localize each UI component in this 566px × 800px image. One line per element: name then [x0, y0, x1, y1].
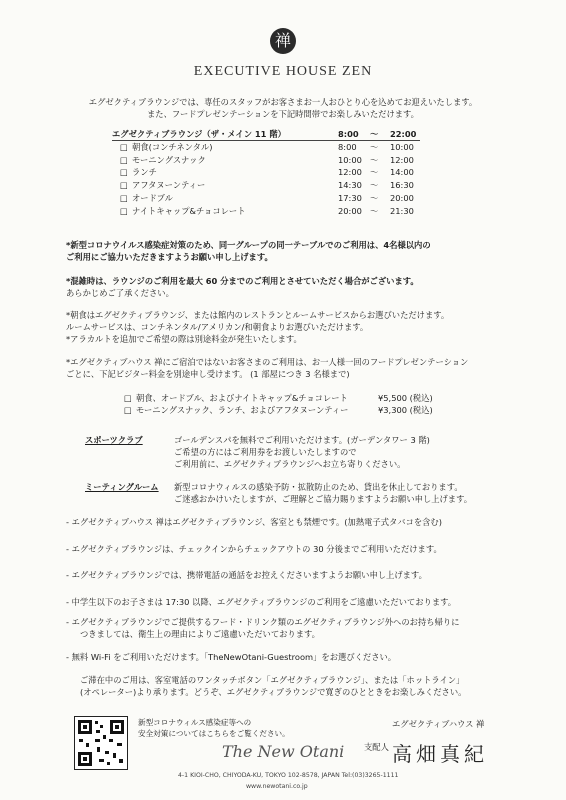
price-item-label — [124, 404, 348, 416]
schedule-item-name: ナイトキャップ&チョコレート — [132, 205, 246, 216]
rule-hours: - エグゼクティブラウンジは、チェックインからチェックアウトの 30 分後までご利用いただけます。 — [66, 544, 442, 554]
schedule-item-label — [120, 205, 246, 218]
breakfast-note-line-3: *アラカルトを追加でご希望の際は別途料金が発生いたします。 — [66, 334, 302, 344]
breakfast-note-line-2: ルームサービスは、コンチネンタル/アメリカン/和朝食よりお選びいただけます。 — [66, 322, 369, 332]
intro-line-1: エグゼクティブラウンジでは、専任のスタッフがお客さまお一人おひとり心を込めてお迎えいたします。 — [88, 97, 478, 107]
schedule-item-name: モーニングスナック — [132, 154, 206, 165]
checkbox-square-icon: □ — [120, 192, 128, 203]
schedule-item-start: 12:00 — [338, 167, 362, 178]
brand-title: EXECUTIVE HOUSE ZEN — [193, 64, 373, 79]
schedule-item — [112, 166, 432, 179]
price-item-name: 朝食、オードブル、およびナイトキャップ&チョコレート — [136, 393, 348, 403]
sports-club-line-3: ご利用前に、エグゼクティブラウンジへお立ち寄りください。 — [174, 459, 406, 469]
qr-code[interactable] — [74, 716, 128, 770]
covid-note-line-1: *新型コロナウイルス感染症対策のため、同一グループの同一テーブルでのご利用は、4名様以内の — [66, 240, 431, 250]
price-item — [124, 404, 464, 416]
footer-url: www.newotani.co.jp — [246, 783, 308, 790]
sports-club-line-2: ご希望の方にはご利用券をお渡しいたしますので — [174, 447, 357, 457]
schedule-header-label: エグゼクティブラウンジ（ザ・メイン 11 階） — [112, 129, 286, 139]
schedule-item-tilde: ～ — [370, 205, 379, 216]
schedule-header-end: 22:00 — [390, 129, 417, 139]
schedule-item-end: 21:30 — [390, 205, 414, 216]
checkbox-square-icon: □ — [124, 405, 132, 415]
visitor-price-list — [124, 392, 464, 416]
schedule-item-label — [120, 141, 212, 154]
schedule-item-name: オードブル — [132, 192, 173, 203]
schedule-item — [112, 179, 432, 192]
meeting-room-line-1: 新型コロナウィルスの感染予防・拡散防止のため、貸出を休止しております。 — [174, 482, 463, 492]
rule-smoking: - エグゼクティブハウス 禅はエグゼクティブラウンジ、客室とも禁煙です。(加熱電子式タバコを含む) — [66, 517, 442, 527]
crowd-note-line-1: *混雑時は、ラウンジのご利用を最大 60 分までのご利用とさせていただく場合がございます。 — [66, 276, 419, 286]
rule-phone: - エグゼクティブラウンジでは、携帯電話の通話をお控えくださいますようお願い申し上げます。 — [66, 570, 427, 580]
schedule-item-label — [120, 166, 157, 179]
zen-logo-icon: 禅 — [270, 28, 296, 54]
schedule-item — [112, 205, 432, 218]
schedule-divider — [112, 140, 420, 141]
price-items — [124, 392, 464, 416]
schedule-header — [112, 128, 432, 141]
schedule-item-end: 14:00 — [390, 167, 414, 178]
manager-label: 支配人 — [364, 742, 389, 752]
manager-signature: 高畑真紀 — [392, 742, 488, 766]
qr-note-line-1: 新型コロナウィルス感染症等への — [138, 718, 252, 727]
new-otani-logo: The New Otani — [222, 742, 345, 761]
qr-note-line-2: 安全対策についてはこちらをご覧ください。 — [138, 729, 290, 738]
visitor-note-line-1: *エグゼクティブハウス 禅にご宿泊ではないお客さまのご利用は、お一人様一回のフードプレゼンテーション — [66, 357, 469, 367]
intro-line-2: また、フードプレゼンテーションを下記時間帯でお楽しみいただけます。 — [147, 109, 419, 119]
closing-line-2: (オペレーター)より承ります。どうぞ、エグゼクティブラウンジで寛ぎのひとときをお楽しみください。 — [80, 687, 467, 697]
schedule-item-name: ランチ — [132, 167, 157, 178]
rule-children: - 中学生以下のお子さまは 17:30 以降、エグゼクティブラウンジのご利用をご遠慮いただいております。 — [66, 597, 457, 607]
schedule-item-tilde: ～ — [370, 141, 379, 152]
checkbox-square-icon: □ — [120, 167, 128, 178]
rule-wifi: - 無料 Wi-Fi をご利用いただけます。「TheNewOtani-Guestroom」をお選びください。 — [66, 652, 397, 662]
schedule-item-tilde: ～ — [370, 154, 379, 165]
checkbox-square-icon: □ — [120, 205, 128, 216]
schedule-item-label — [120, 192, 173, 205]
footer-address: 4-1 KIOI-CHO, CHIYODA-KU, TOKYO 102-8578, JAPAN Tel:(03)3265-1111 — [178, 772, 399, 779]
price-item-name: モーニングスナック、ランチ、およびアフタヌーンティー — [136, 405, 349, 415]
schedule-item-end: 12:00 — [390, 154, 414, 165]
schedule-item-name: 朝食(コンチネンタル) — [132, 141, 213, 152]
schedule-item-tilde: ～ — [370, 180, 379, 191]
schedule-item-end: 16:30 — [390, 180, 414, 191]
crowd-note-line-2: あらかじめご了承ください。 — [66, 288, 174, 298]
schedule-items — [112, 141, 432, 218]
schedule-item-tilde: ～ — [370, 167, 379, 178]
lounge-schedule — [112, 128, 432, 218]
checkbox-square-icon: □ — [120, 141, 128, 152]
covid-note-line-2: ご利用にご協力いただきますようお願い申し上げます。 — [66, 252, 273, 262]
schedule-item — [112, 192, 432, 205]
schedule-item-end: 20:00 — [390, 192, 414, 203]
checkbox-square-icon: □ — [120, 180, 128, 191]
schedule-header-tilde: ～ — [370, 129, 379, 139]
schedule-item-name: アフタヌーンティー — [132, 180, 206, 191]
schedule-item-tilde: ～ — [370, 192, 379, 203]
footer-org: エグゼクティブハウス 禅 — [392, 719, 485, 729]
meeting-room-line-2: ご迷惑おかけいたしますが、ご理解とご協力賜りますようお願い申し上げます。 — [174, 494, 473, 504]
price-item — [124, 392, 464, 404]
meeting-room-title: ミーティングルーム — [85, 482, 159, 492]
schedule-item-start: 14:30 — [338, 180, 362, 191]
rule-takeout-line-1: - エグゼクティブラウンジでご提供するフード・ドリンク類のエグゼクティブラウンジ外へのお持ち帰りに — [66, 617, 460, 627]
schedule-item-start: 8:00 — [338, 141, 357, 152]
schedule-item — [112, 154, 432, 167]
schedule-item-label — [120, 154, 206, 167]
schedule-item-start: 17:30 — [338, 192, 362, 203]
schedule-item-end: 10:00 — [390, 141, 414, 152]
qr-code-pattern-icon — [75, 717, 127, 769]
schedule-item-label — [120, 179, 205, 192]
schedule-item-start: 10:00 — [338, 154, 362, 165]
sports-club-line-1: ゴールデンスパを無料でご利用いただけます。(ガーデンタワー 3 階) — [174, 435, 430, 445]
visitor-note-line-2: ごとに、下記ビジター料金を別途申し受けます。 (1 部屋につき 3 名様まで) — [66, 369, 350, 379]
schedule-item — [112, 141, 432, 154]
price-item-amount: ¥5,500 (税込) — [378, 393, 433, 403]
closing-line-1: ご滞在中のご用は、客室電話のワンタッチボタン「エグゼクティブラウンジ」、または「ホットライン」 — [80, 675, 465, 685]
schedule-item-start: 20:00 — [338, 205, 362, 216]
schedule-header-start: 8:00 — [338, 129, 359, 139]
price-item-amount: ¥3,300 (税込) — [378, 405, 433, 415]
price-item-label — [124, 392, 348, 404]
checkbox-square-icon: □ — [120, 154, 128, 165]
checkbox-square-icon: □ — [124, 393, 132, 403]
breakfast-note-line-1: *朝食はエグゼクティブラウンジ、または館内のレストランとルームサービスからお選びいただけます。 — [66, 310, 450, 320]
rule-takeout-line-2: つきましては、衛生上の理由によりご遠慮いただいております。 — [80, 629, 320, 639]
sports-club-title: スポーツクラブ — [85, 435, 143, 445]
